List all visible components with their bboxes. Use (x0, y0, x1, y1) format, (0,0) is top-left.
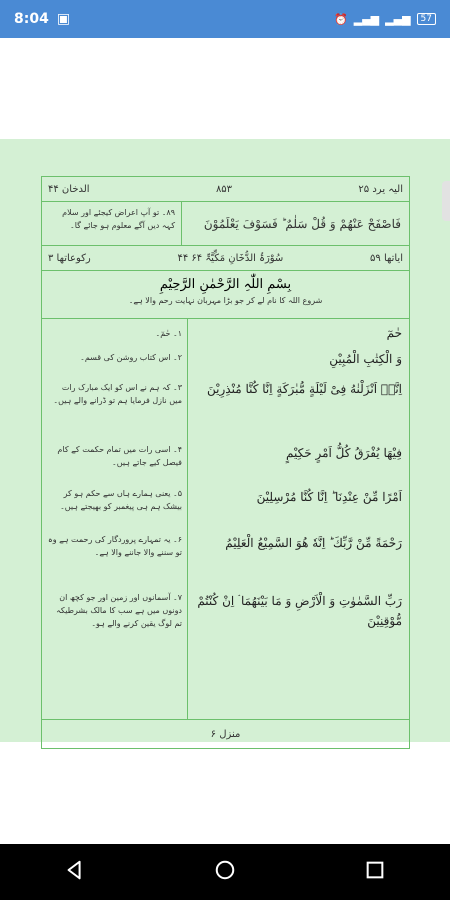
verse-arabic: رَحْمَةً مِّنْ رَّبِّكَ ؕ اِنَّهٗ هُوَ السَّمِیْعُ الْعَلِیْمُ (225, 536, 402, 550)
nav-bar (0, 844, 450, 900)
page-header (42, 177, 409, 202)
reader-area[interactable] (0, 38, 450, 844)
alarm-icon: ⏰ (334, 12, 348, 26)
verse-translation: ۴۔ اسی رات میں تمام حکمت کے کام فیصل کیے جاتے ہیں۔ (57, 445, 182, 467)
verse-translation: ۵۔ یعنی ہمارے ہاں سے حکم ہو کر بیشک ہم ہی پیغمبر کو بھیجتے ہیں۔ (60, 489, 182, 511)
battery-icon: 57 (417, 13, 436, 25)
recents-icon[interactable] (364, 859, 386, 885)
verses (42, 319, 409, 719)
home-icon[interactable] (214, 859, 236, 885)
verse-arabic: حٰمٓ (386, 326, 402, 340)
ruku-count: رکوعاتھا ۳ (48, 252, 91, 264)
signal-icon-2: ▂▄▆ (385, 12, 411, 26)
verse-arabic: فِیْهَا یُفْرَقُ كُلُّ اَمْرٍ حَكِیْمٍ (286, 446, 402, 460)
verse-arabic: اِنَّاۤ اَنْزَلْنٰهُ فِیْ لَیْلَةٍ مُّبٰرَكَةٍ اِنَّا كُنَّا مُنْذِرِیْنَ (207, 382, 402, 396)
bismillah-translation: شروع اللہ کا نام لے کر جو بڑا مہربان نہایت رحم والا ہے۔ (128, 296, 323, 305)
signal-icon: ▂▄▆ (353, 12, 380, 26)
header-surah: الدخان ۴۴ (48, 183, 90, 195)
verse-translation: ۷۔ آسمانوں اور زمین اور جو کچھ ان دونوں میں ہے سب کا مالک بشرطیکہ تم لوگ یقین کرنے والے ہو۔ (56, 593, 182, 628)
notification-icon: ▣ (56, 11, 71, 27)
bismillah (42, 271, 409, 319)
verse-arabic: رَبِّ السَّمٰوٰتِ وَ الْاَرْضِ وَ مَا بَیْنَهُمَا ۘ اِنْ كُنْتُمْ مُّوْقِنِیْنَ (197, 594, 402, 628)
surah-header (42, 246, 409, 271)
bismillah-arabic: بِسْمِ اللّٰہِ الرَّحْمٰنِ الرَّحِیْمِ (159, 277, 292, 292)
verse-arabic: اَمْرًا مِّنْ عِنْدِنَا ؕ اِنَّا كُنَّا مُرْسِلِیْنَ (256, 490, 402, 504)
manzil-footer: منزل ۶ (42, 719, 409, 748)
quran-page (41, 176, 410, 749)
header-page-number: ۸۵۳ (215, 183, 233, 195)
verse-translation: ۳۔ کہ ہم نے اس کو ایک مبارک رات میں نازل فرمایا ہم تو ڈرانے والے ہیں۔ (53, 383, 182, 405)
back-icon[interactable] (64, 859, 86, 885)
verse-translation: ۱۔ حٰمٓ۔ (155, 329, 182, 338)
scroll-handle[interactable] (442, 181, 450, 221)
ayat-count: ایاتھا ۵۹ (370, 252, 403, 264)
verse-translation: ۲۔ اس کتاب روشن کی قسم۔ (80, 353, 182, 362)
verse-translation: ۶۔ یہ تمہارے پروردگار کی رحمت ہے وہ تو سننے والا جاننے والا ہے۔ (48, 535, 182, 557)
column-divider (187, 319, 188, 719)
ayah-arabic: فَاصْفَحْ عَنْهُمْ وَ قُلْ سَلٰمٌ ؕ فَسَوْفَ یَعْلَمُوْنَ (203, 216, 401, 231)
ayah-translation: ۸۹۔ تو آپ اعراض کیجئے اور سلام کہہ دیں آگے معلوم ہو جائے گا۔ (42, 202, 182, 245)
clock: 8:04 (14, 11, 49, 27)
surah-title: ۴۴ سُوْرَۃُ الدُّخَانِ مَکِّیَّۃٌ ۶۴ (177, 252, 284, 264)
header-para: الیہ یرد ۲۵ (358, 183, 403, 195)
status-icons (334, 13, 436, 26)
verse-arabic: وَ الْكِتٰبِ الْمُبِیْنِ (329, 352, 402, 366)
status-bar (0, 0, 450, 38)
previous-ayah-row (42, 202, 409, 246)
